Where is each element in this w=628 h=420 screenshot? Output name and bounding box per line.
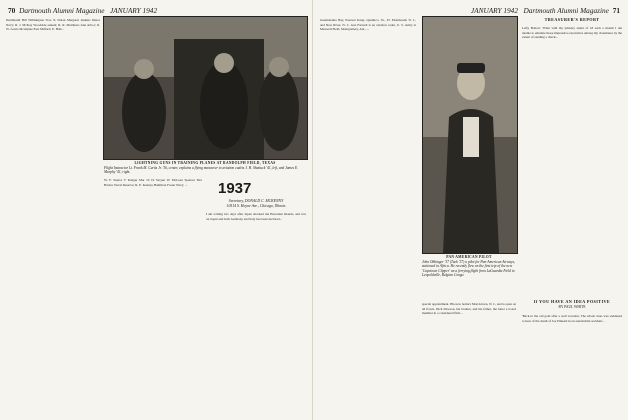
right-column-3b — [522, 314, 622, 414]
class-secretary-byline — [206, 199, 306, 208]
left-col1-text: Dartmouth Bill Wilmington Nov. 8, Nolan Margaret Jenkins Ithaca Navy; R. J. McKay Woodside annual; R. R. Matthews Ann Arbor; O. W. Lewis McAlpine East Milford; E. Hall... — [6, 18, 100, 31]
right-column-2 — [422, 302, 516, 414]
class-year-heading: 1937 — [218, 180, 252, 197]
right-page — [314, 0, 628, 420]
right-column-1 — [320, 18, 416, 414]
right-col3-text: Lefty Bolton: 'What with my primary talent of 18 each a month I am unable to emulate those impressive executives among my classmates by the extent of sending a check... — [522, 26, 622, 39]
right-issue-date: JANUARY 1942 — [470, 6, 518, 15]
left-column-3 — [206, 212, 306, 414]
pilot-photo-caption-title: PAN AMERICAN PILOT — [446, 255, 492, 259]
training-photo-caption — [104, 161, 306, 175]
pan-american-pilot-photo — [422, 16, 518, 254]
left-page — [0, 0, 313, 420]
pilot-photo-caption — [422, 255, 516, 278]
pilot-photo-caption-text: John Obbinger '37 (Tuck '37) a pilot for Pan-American Airways, stationed in Africa. He recently flew on the first trip of the new 'Capetown Clipper' on a ferrying flight from LaGuardia Field to Leopoldville, Belgian Congo. — [422, 259, 515, 278]
secretary-address: 10514 S. Hoyne Ave., Chicago, Illinois — [226, 203, 286, 208]
pan-american-pilot-photo-art — [423, 17, 517, 253]
left-magazine-title: Dartmouth Alumni Magazine — [19, 6, 105, 15]
left-col3-text: I am writing two days after Japan attacked the Hawaiian Islands, and war on Japan and both Germany and Italy has been declared... — [206, 212, 306, 221]
training-photo-caption-title: LIGHTNING GUNS IN TRAINING PLANES AT RANDOLPH FIELD, TEXAS — [134, 161, 276, 165]
training-photo-caption-text: Flight Instructor Lt. Frank M. Curtis Jr. '36, center, explains a flying maneuver to aviation cadets J. H. Shattuck '41, left, and James E. Murphy '41, right. — [104, 165, 299, 175]
right-column-3 — [522, 26, 622, 296]
right-col1-text: Guantanamo Bay, Pearson Kaup, Quantico, Va., Pt. Monmouth, N. J., and New River, N. C. Gus Farwell is an aviation cadet, U. S. Army at Maxwell Field, Montgomery, Ala., ... — [320, 18, 416, 31]
right-page-number: 71 — [612, 6, 620, 15]
right-page-header — [471, 6, 622, 15]
left-issue-date: JANUARY 1942 — [110, 6, 158, 15]
left-column-1 — [6, 18, 100, 414]
left-page-number: 70 — [8, 6, 16, 15]
training-planes-photo-art — [104, 17, 307, 159]
training-planes-photo — [103, 16, 308, 160]
right-magazine-title: Dartmouth Alumni Magazine — [523, 6, 609, 15]
idea-section-heading — [522, 300, 622, 309]
left-col2-text: W. F. Stueve V Rodger Mar 10 19 Stoyen W. McLean Spencer Pier Harbor Naval Reserve; R. E. Kenney Hamilton Foster Navy; ... — [104, 178, 202, 187]
left-column-2 — [104, 178, 202, 414]
treasurer-report-title: TREASURER'S REPORT — [544, 17, 600, 22]
treasurer-report-heading — [522, 18, 622, 23]
right-col3b-text: 'Back in the old gold after a well vacation. The whole class was saddened to hear of the death of Joe Pinkard in an automobile accident... — [522, 314, 622, 323]
right-col2-text: special appointment. His new home's Morristown, N. J., and is open on all fronts. Dick Dawson, his brother, and his father, the latter a board member in a considered firm... — [422, 302, 516, 315]
idea-section-byline: BY PAUL WHITE — [558, 304, 586, 309]
idea-section-title: If YOU HAVE AN IDEA POSITIVE — [533, 299, 611, 304]
secretary-name: Secretary, DONALD C. MCKENNY — [228, 199, 284, 203]
left-page-header — [6, 6, 157, 15]
